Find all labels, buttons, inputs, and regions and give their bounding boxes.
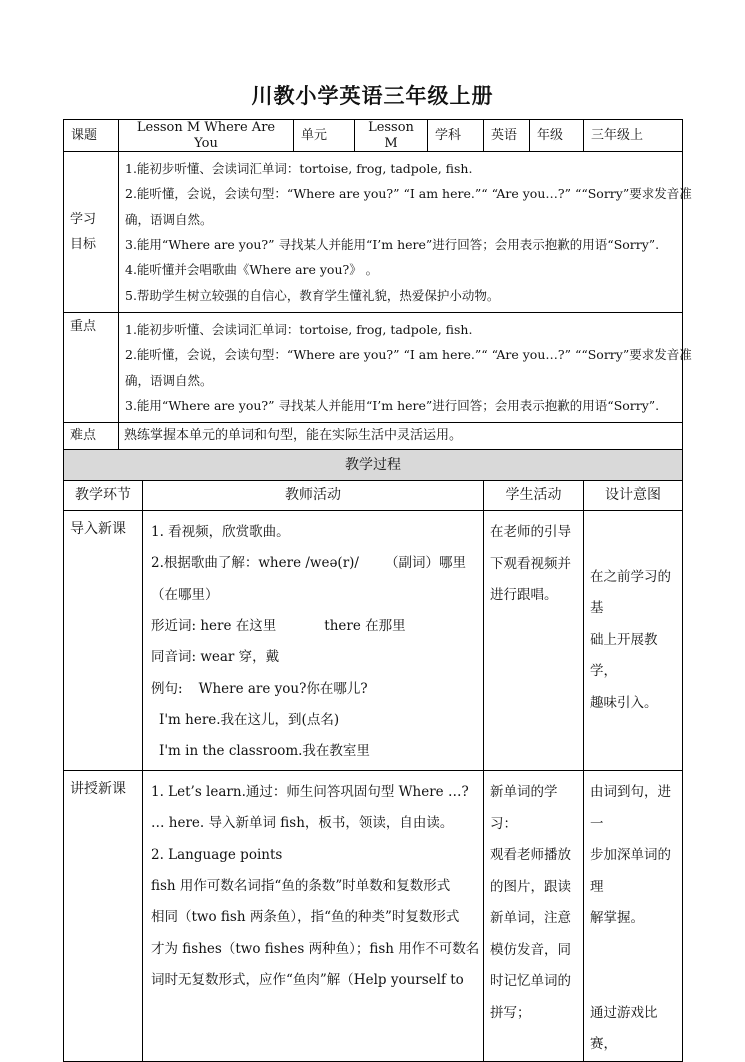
keypoints-row [64,312,683,422]
keypoint-line: 2.能听懂，会说，会读句型：“Where are you?” “I am here.”“ “Are you…?” ““Sorry”要求发音准 [125,347,692,363]
objectives-content [119,152,692,313]
objectives-row [64,152,683,313]
process-row-new [64,771,683,1062]
objective-line: 2.能听懂，会说，会读句型：“Where are you?” “I am here.”“ “Are you…?” ““Sorry”要求发音准 [125,186,692,202]
lesson-label: 课题 [64,120,119,152]
header-row [64,120,683,152]
document-title: 川教小学英语三年级上册 [251,84,494,108]
subject-value: 英语 [484,120,530,152]
student-intro: 在老师的引导 下观看视频并 进行跟唱。 [484,511,584,771]
grade-label: 年级 [530,120,584,152]
keypoints-label: 重点 [64,312,119,422]
lesson-value: Lesson M Where Are You [119,120,294,152]
grade-value: 三年级上 [584,120,683,152]
stage-new: 讲授新课 [64,771,143,1062]
process-title: 教学过程 [64,450,683,481]
subject-label: 学科 [428,120,484,152]
teacher-intro: 1. 看视频，欣赏歌曲。 2.根据歌曲了解：where /weə(r)/ （副词）哪里 （在哪里） 形近词: here 在这里 there 在那里 同音词: wear 穿，戴 例句: Where are you?你在哪儿? I'm here.我在这儿，到(点名) I'm in the classroom.我在教室里 [143,511,484,771]
col-goal: 设计意图 [584,481,683,511]
difficulty-label: 难点 [64,423,119,450]
process-title-row [64,450,683,481]
lesson-plan-table [63,119,692,1062]
objective-line: 3.能用“Where are you?” 寻找某人并能用“I’m here”进行回答；会用表示抱歉的用语“Sorry”. [125,237,660,253]
stage-intro: 导入新课 [64,511,143,771]
unit-value: Lesson M [355,120,428,152]
col-stage: 教学环节 [64,481,143,511]
keypoints-content [119,312,692,422]
col-student: 学生活动 [484,481,584,511]
objective-line: 5.帮助学生树立较强的自信心，教育学生懂礼貌，热爱保护小动物。 [125,287,500,303]
col-teacher: 教师活动 [143,481,484,511]
process-header-row [64,481,683,511]
objectives-label: 学习 目标 [64,152,119,313]
objective-line: 确，语调自然。 [125,211,213,227]
process-row-intro [64,511,683,771]
goal-new: 由词到句，进一 步加深单词的理 解掌握。 通过游戏比赛， [584,771,683,1062]
objective-line: 4.能听懂并会唱歌曲《Where are you?》 。 [125,262,379,278]
teacher-new: 1. Let’s learn.通过：师生问答巩固句型 Where …? … here. 导入新单词 fish，板书，领读，自由读。 2. Language points fish 用作可数名词指“鱼的条数”时单数和复数形式 相同（two fish 两条鱼），指“鱼的种类”时复数形式 才为 fishes（two fishes 两种鱼）；fish 用作不可数名 词时无复数形式，应作“鱼肉”解（Help yourself to [143,771,484,1062]
keypoint-line: 3.能用“Where are you?” 寻找某人并能用“I’m here”进行回答；会用表示抱歉的用语“Sorry”. [125,397,660,413]
goal-intro: 在之前学习的基 础上开展教学， 趣味引入。 [584,511,683,771]
objective-line: 1.能初步听懂、会读词汇单词：tortoise, frog, tadpole, fish. [125,161,473,177]
keypoint-line: 1.能初步听懂、会读词汇单词：tortoise, frog, tadpole, fish. [125,321,473,337]
difficulty-text: 熟练掌握本单元的单词和句型，能在实际生活中灵活运用。 [119,423,683,450]
keypoint-line: 确，语调自然。 [125,372,213,388]
difficulty-row [64,423,683,450]
unit-label: 单元 [294,120,355,152]
student-new: 新单词的学习： 观看老师播放 的图片，跟读 新单词，注意 模仿发音，同 时记忆单词的 拼写； [484,771,584,1062]
